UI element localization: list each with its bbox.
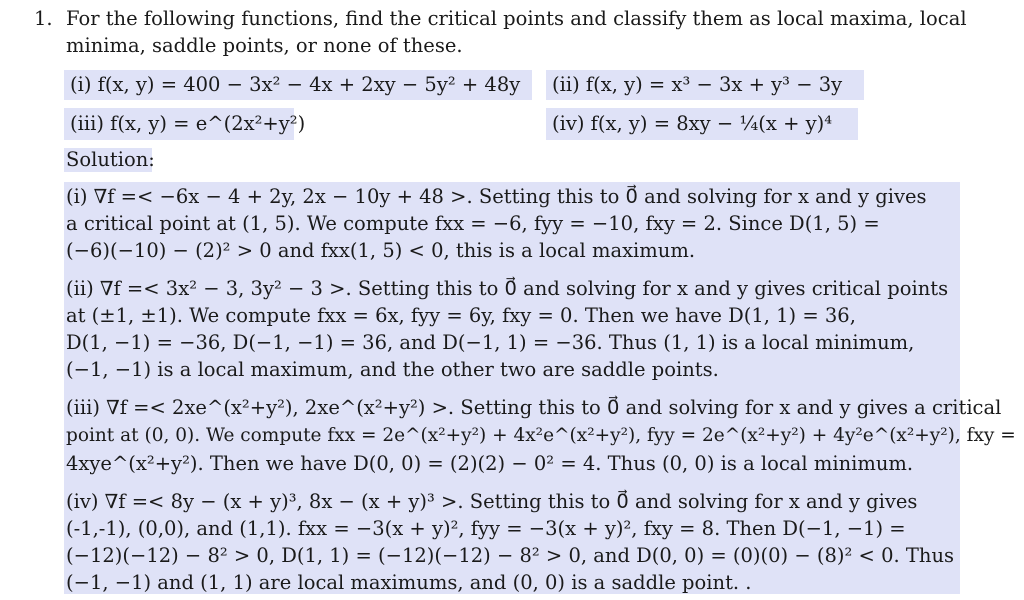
part-iii-function: (iii) f(x, y) = e^(2x²+y²) [70, 112, 306, 135]
solution-i-line-1: (i) ∇f =< −6x − 4 + 2y, 2x − 10y + 48 >. Setting this to 0⃗ and solving for x and y gives [66, 185, 927, 208]
part-i-function: (i) f(x, y) = 400 − 3x² − 4x + 2xy − 5y² + 48y [70, 73, 521, 96]
part-iv-function: (iv) f(x, y) = 8xy − ¼(x + y)⁴ [552, 112, 833, 135]
solution-iii-line-1: (iii) ∇f =< 2xe^(x²+y²), 2xe^(x²+y²) >. Setting this to 0⃗ and solving for x and y gives a critical [66, 396, 1002, 419]
solution-iii-line-2: point at (0, 0). We compute fxx = 2e^(x²+y²) + 4x²e^(x²+y²), fyy = 2e^(x²+y²) + 4y²e^(x²+y²), fxy = [66, 425, 1016, 446]
problem-text-line-1: For the following functions, find the critical points and classify them as local maxima, local [66, 7, 967, 30]
solution-iv-line-2: (-1,-1), (0,0), and (1,1). fxx = −3(x + y)², fyy = −3(x + y)², fxy = 8. Then D(−1, −1) = [66, 517, 906, 540]
part-ii-function: (ii) f(x, y) = x³ − 3x + y³ − 3y [552, 73, 843, 96]
solution-iv-line-3: (−12)(−12) − 8² > 0, D(1, 1) = (−12)(−12) − 8² > 0, and D(0, 0) = (0)(0) − (8)² < 0. Thus [66, 544, 955, 567]
solution-ii-line-3: D(1, −1) = −36, D(−1, −1) = 36, and D(−1, 1) = −36. Thus (1, 1) is a local minimum, [66, 331, 915, 354]
problem-number: 1. [34, 7, 53, 30]
solution-i-line-3: (−6)(−10) − (2)² > 0 and fxx(1, 5) < 0, this is a local maximum. [66, 239, 696, 262]
problem-text-line-2: minima, saddle points, or none of these. [66, 34, 463, 57]
solution-ii-line-1: (ii) ∇f =< 3x² − 3, 3y² − 3 >. Setting this to 0⃗ and solving for x and y gives critical points [66, 277, 949, 300]
solution-iii-line-3: 4xye^(x²+y²). Then we have D(0, 0) = (2)(2) − 0² = 4. Thus (0, 0) is a local minimum. [66, 452, 914, 475]
solution-ii-line-4: (−1, −1) is a local maximum, and the other two are saddle points. [66, 358, 719, 381]
solution-iv-line-4: (−1, −1) and (1, 1) are local maximums, and (0, 0) is a saddle point. . [66, 571, 752, 594]
solution-ii-line-2: at (±1, ±1). We compute fxx = 6x, fyy = 6y, fxy = 0. Then we have D(1, 1) = 36, [66, 304, 856, 327]
solution-i-line-2: a critical point at (1, 5). We compute fxx = −6, fyy = −10, fxy = 2. Since D(1, 5) = [66, 212, 880, 235]
solution-iv-line-1: (iv) ∇f =< 8y − (x + y)³, 8x − (x + y)³ >. Setting this to 0⃗ and solving for x and y gives [66, 490, 918, 513]
solution-heading: Solution: [66, 148, 155, 171]
